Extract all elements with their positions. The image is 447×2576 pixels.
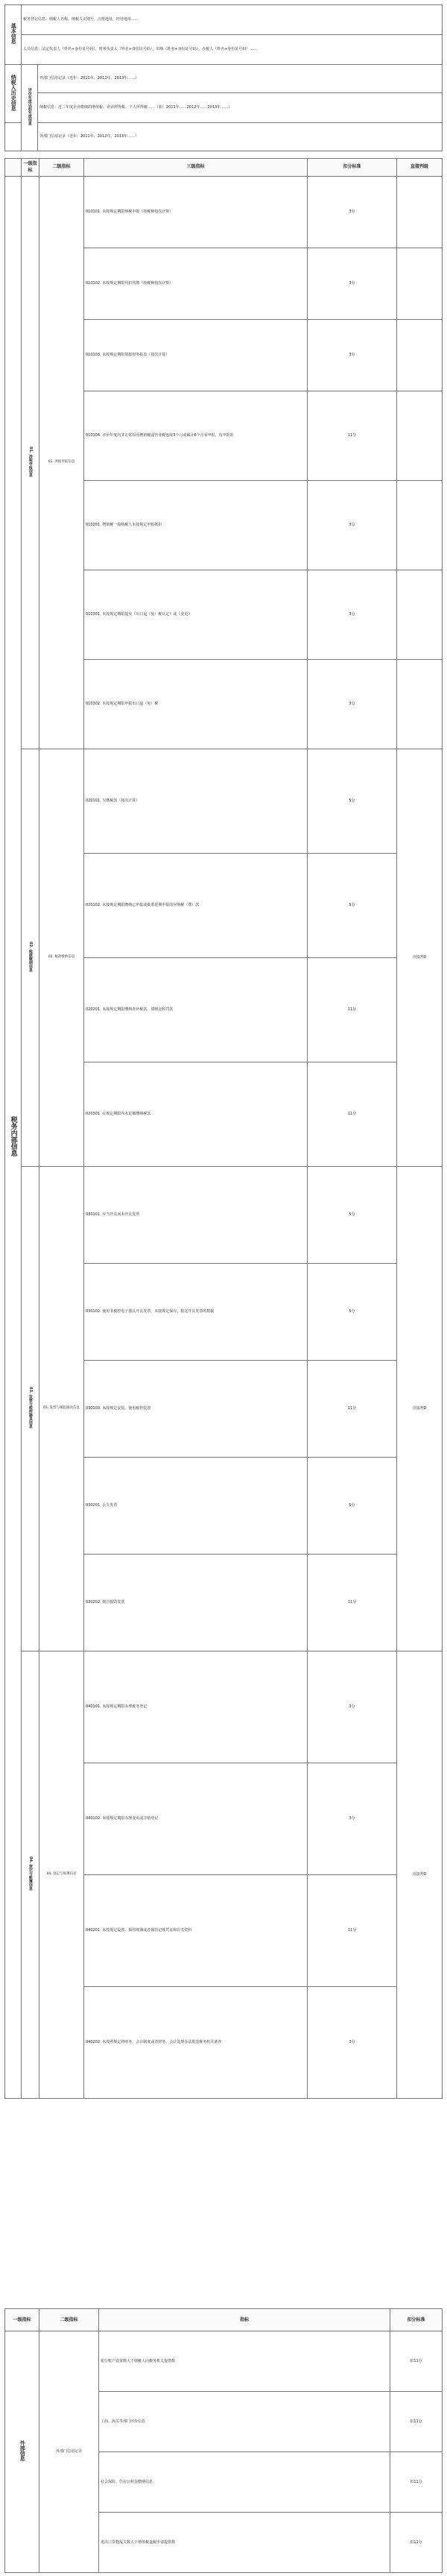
basic-row-1: 税务登记信息：纳税人名称，纳税人识别号，注册地址，经营地址…… [22,5,443,35]
col-direct-header: 直接判级 [397,159,443,177]
table-row: 010302. 未按规定期限申报出口退（免）税 [84,660,308,749]
col-lvl3-header: 三级指标 [84,159,308,177]
table-row: 030202. 擅自损毁发票 [84,1555,308,1651]
table-row: 040102. 未按规定期限办理变更或注销登记 [84,1763,308,1875]
table-row: 020201. 未按规定期限缴纳查补税款、滞纳金和罚款 [84,958,308,1062]
external-title: 外部信息 [5,2331,39,2573]
basic-row-4: 纳税信息：近三年度企业缴纳的增值税、企业所得税、个人所得税……（如：2011年……2012年……2013年……） [38,93,443,123]
basic-info-section [4,4,443,151]
col-lvl2-header: 二级指标 [39,159,84,177]
group-2-label: 02. 税款缴纳信息 [22,749,39,1167]
table-row: 010103. 未按规定期限填报财务报表（按次计算） [84,320,308,391]
table-row: 社会保险、住房公积金缴纳信息 [99,2452,390,2513]
basic-info-label: 基本信息 [5,5,22,65]
col-deduct-header: 扣分标准 [308,159,397,177]
basic-row-5: 外部门信用记录（近年：2011年、2012年、2013年……） [38,123,443,151]
table-row: 020101. 欠缴税款（按次计算） [84,749,308,854]
tax-internal-table: 一级指标 二级指标 三级指标 扣分标准 直接判级 税务内部信息 01. 涉税申报信息 01. 涉税申报信息 010101. 未按规定期限纳税申报（按税种按次计算） 3分 010102. 未按规定期限代扣代缴（按税种按次计算） 3分 010103. 未按规定期限填报财务报表（按次计算） 3分 010104. 评价年度内非正常原因增值税或营业税连续3个月或累计6个月零申报、负申报的 11分 010201. 增值税一般纳税人未按规定申报抵扣 3分 010301. 未按规定期限提交《出口退（免）税认定》或《变更》 3分 010302. 未按规定期限申报出口退（免）税 3分 02. 税款缴纳信息 02. 税款缴纳信息 020101. 欠缴税款（按次计算） 5分 直接判D 020102. 未按规定期限缴纳已申报或批准延期申报的应纳税（费）款 5分 020201. 未按规定期限缴纳查补税款、滞纳金和罚款 11分 020301. 在规定期限内未足额缴纳税款 11分 03. 发票与税控器具信息 03. 发票与税控器具信息 030101. 应当开具而未开具发票 5分 直接判D 030102. 使用非税控电子器具开具发票，未按规定保存、报送开具发票的数据 5分 030103. 未按规定安装、使用税控装置 11分 030201. 丢失发票 5分 030202. 擅自损毁发票 11分 04. 登记与账簿信息 04. 登记与账簿信息 040101. 未按规定期限办理税务登记 3分 直接判D 040102. 未按规定期限办理变更或注销登记 3分 040201. 未按规定设置、保管账簿或者保管记账凭证和有关资料 11分 040202. 未按照规定将财务、会计制度或者财务、会计处理办法报送税务机关备查 3分 [4,158,443,2099]
tax-internal-section [4,158,443,2290]
table-row: 010201. 增值税一般纳税人未按规定申报抵扣 [84,481,308,570]
table-row: 020102. 未按规定期限缴纳已申报或批准延期申报的应纳税（费）款 [84,854,308,958]
table-row: 040101. 未按规定期限办理税务登记 [84,1651,308,1763]
basic-row-3: 外部门信用记录（近年：2011年、2012年、2013年……） [38,65,443,93]
table-row: 010101. 未按规定期限纳税申报（按税种按次计算） [84,177,308,248]
table-row: 进出口货物报关数大于增值税退税申请提供数 [99,2513,390,2573]
table-row: 040202. 未按照规定将财务、会计制度或者财务、会计处理办法报送税务机关备查 [84,1987,308,2099]
table-row: 030101. 应当开具而未开具发票 [84,1167,308,1264]
table-row: 030201. 丢失发票 [84,1458,308,1555]
group-4-label: 04. 登记与账簿信息 [22,1651,39,2099]
table-row: 工商、海关等部门评价信息 [99,2392,390,2452]
table-row: 010102. 未按规定期限代扣代缴（按税种按次计算） [84,248,308,320]
table-row: 040201. 未按规定设置、保管账簿或者保管记账凭证和有关资料 [84,1875,308,1987]
group-1-label: 01. 涉税申报信息 [22,177,39,749]
history-label: 纳税人历史信息 [5,65,22,123]
table-row: 010301. 未按规定期限提交《出口退（免）税认定》或《变更》 [84,570,308,660]
basic-row-2: 人员信息：法定代表人（姓名+身份证号码），财务负责人（姓名+身份证号码），出纳（姓名+身份证号码），办税人（姓名+身份证号码）…… [22,35,443,65]
group-1-lvl2: 01. 涉税申报信息 [39,177,84,749]
external-section [4,2308,443,2573]
table-row: 010104. 评价年度内非正常原因增值税或营业税连续3个月或累计6个月零申报、负申报的 [84,391,308,481]
table-row: 030103. 未按规定安装、使用税控装置 [84,1361,308,1458]
table-row: 030102. 使用非税控电子器具开具发票，未按规定保存、报送开具发票的数据 [84,1264,308,1361]
basic-info-table [4,4,443,151]
prior-year-label: 评价年度以前年度信息 [22,65,38,151]
section-title: 税务内部信息 [5,177,22,2099]
external-table: 一级指标 二级指标 指标 扣分标准 外部信息 外部门信用记录 银行账户设置数大于纳税人向税务机关提供数 扣11分 工商、海关等部门评价信息 扣11分 社会保险、住房公积金缴纳信息 扣11分 进出口货物报关数大于增值税退税申请提供数 扣11分 [4,2308,443,2573]
table-row: 银行账户设置数大于纳税人向税务机关提供数 [99,2331,390,2392]
direct-grade: 直接判D [397,749,443,1167]
col-lvl1-header: 一级指标 [22,159,39,177]
table-row: 020301. 在规定期限内未足额缴纳税款 [84,1062,308,1167]
group-3-label: 03. 发票与税控器具信息 [22,1167,39,1651]
